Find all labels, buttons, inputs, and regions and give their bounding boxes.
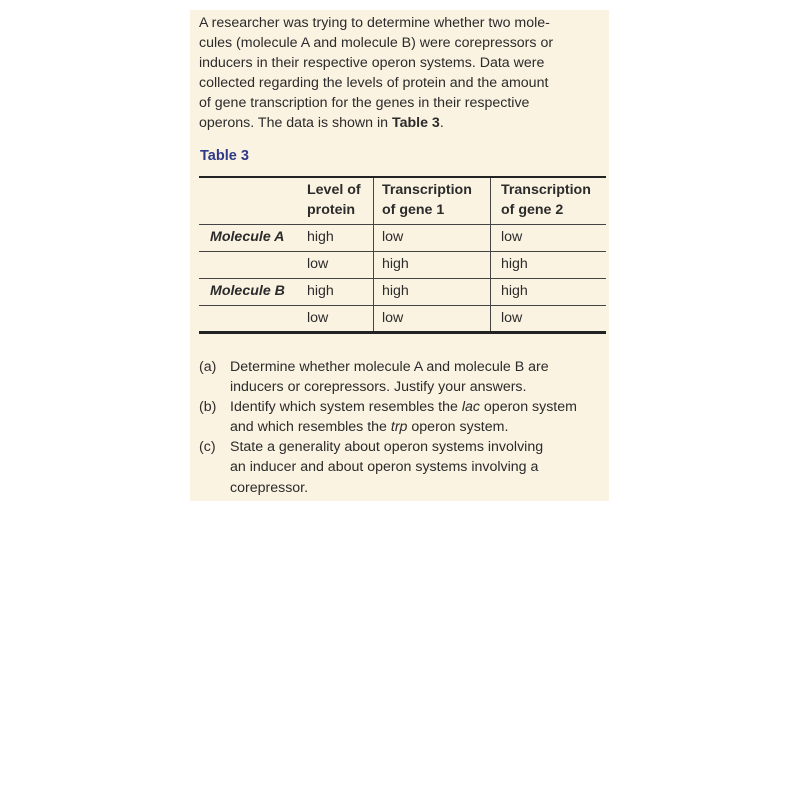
gene1-cell: high bbox=[374, 251, 491, 278]
gene1-cell: low bbox=[374, 305, 491, 332]
header-gene2 bbox=[491, 177, 607, 224]
row-label: Molecule B bbox=[210, 282, 285, 299]
header-gene2-line1: Transcription bbox=[501, 182, 591, 198]
table-row bbox=[199, 224, 606, 251]
question-a bbox=[199, 357, 609, 397]
question-b-line2-suffix: operon system. bbox=[407, 419, 509, 436]
table-layer bbox=[190, 10, 609, 501]
intro-last-suffix: . bbox=[439, 115, 444, 132]
row-label-cell bbox=[199, 224, 307, 251]
row-label: Molecule A bbox=[210, 228, 285, 245]
table-title: Table 3 bbox=[200, 147, 249, 164]
intro-last-prefix: operons. The data is shown in bbox=[199, 115, 392, 132]
table-row bbox=[199, 305, 606, 332]
table-row bbox=[199, 278, 606, 305]
header-gene1-line2: of gene 1 bbox=[382, 201, 445, 218]
question-b-line2-prefix: and which resembles the bbox=[230, 419, 391, 436]
gene2-cell: low bbox=[491, 224, 607, 251]
gene2-cell: high bbox=[491, 278, 607, 305]
question-label: (b) bbox=[199, 399, 217, 416]
protein-cell: high bbox=[307, 224, 374, 251]
question-line: corepressor. bbox=[230, 479, 309, 496]
header-empty bbox=[199, 177, 307, 224]
protein-cell: high bbox=[307, 278, 374, 305]
lac-term: lac bbox=[461, 399, 480, 416]
protein-cell: low bbox=[307, 305, 374, 332]
table-reference: Table 3 bbox=[391, 115, 440, 132]
header-protein-line1: Level of bbox=[307, 182, 361, 198]
data-table bbox=[199, 176, 606, 334]
question-b bbox=[199, 397, 609, 437]
question-line: inducers or corepressors. Justify your answers. bbox=[230, 379, 527, 396]
gene2-cell: high bbox=[491, 251, 607, 278]
question-label: (c) bbox=[199, 439, 216, 456]
intro-line: inducers in their respective operon systems. Data were bbox=[199, 55, 545, 72]
table-row bbox=[199, 251, 606, 278]
intro-line: A researcher was trying to determine whether two mole- bbox=[199, 15, 550, 31]
row-label-cell bbox=[199, 251, 307, 278]
header-protein-line2: protein bbox=[307, 201, 356, 218]
question-text bbox=[230, 397, 609, 437]
gene1-cell: high bbox=[374, 278, 491, 305]
question-label: (a) bbox=[199, 359, 217, 375]
question-line bbox=[230, 397, 609, 417]
header-gene1-line1: Transcription bbox=[382, 182, 472, 198]
gene2-cell: low bbox=[491, 305, 607, 332]
question-text bbox=[230, 437, 609, 497]
question-text bbox=[230, 357, 609, 397]
question-line: State a generality about operon systems involving bbox=[230, 439, 544, 456]
intro-line: collected regarding the levels of protein and the amount bbox=[199, 75, 549, 92]
question-line: Determine whether molecule A and molecule B are bbox=[230, 359, 549, 375]
question-b-line1-prefix: Identify which system resembles the bbox=[230, 399, 462, 416]
table-header-row bbox=[199, 177, 606, 224]
question-line bbox=[230, 417, 609, 437]
questions-list bbox=[199, 357, 609, 498]
question-line: an inducer and about operon systems involving a bbox=[230, 459, 539, 476]
gene1-cell: low bbox=[374, 224, 491, 251]
header-protein bbox=[307, 177, 374, 224]
intro-line: cules (molecule A and molecule B) were corepressors or bbox=[199, 35, 554, 52]
intro-line: of gene transcription for the genes in their respective bbox=[199, 95, 530, 112]
row-label-cell bbox=[199, 305, 307, 332]
question-b-line1-suffix: operon system bbox=[479, 399, 577, 416]
row-label-cell bbox=[199, 278, 307, 305]
header-gene1 bbox=[374, 177, 491, 224]
question-c bbox=[199, 437, 609, 497]
protein-cell: low bbox=[307, 251, 374, 278]
trp-term: trp bbox=[390, 419, 408, 436]
header-gene2-line2: of gene 2 bbox=[501, 201, 564, 218]
